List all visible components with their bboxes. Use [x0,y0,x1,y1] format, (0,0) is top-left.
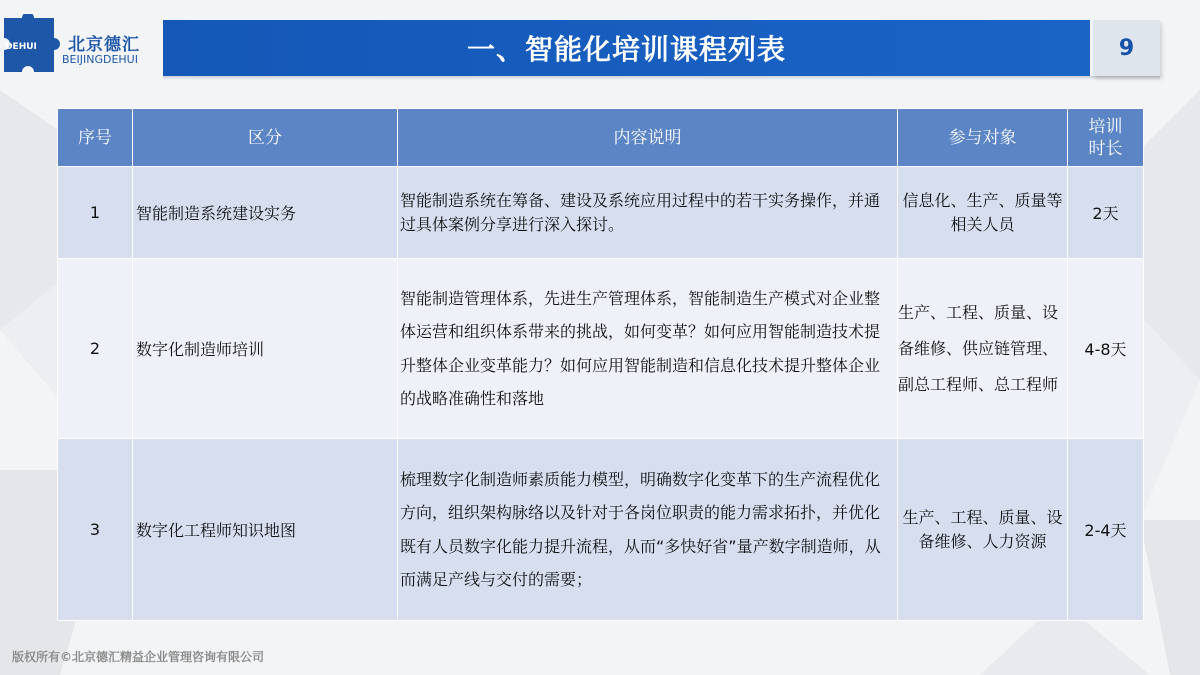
col-header-audience: 参与对象 [898,109,1068,167]
row-description: 智能制造管理体系，先进生产管理体系，智能制造生产模式对企业整体运营和组织体系带来的挑战，如何变革？如何应用智能制造技术提升整体企业变革能力？如何应用智能制造和信息化技术提升整体企业的战略准确性和落地 [398,259,898,439]
row-audience: 生产、工程、质量、设备维修、供应链管理、副总工程师、总工程师 [898,259,1068,439]
row-duration: 2-4天 [1068,439,1144,621]
row-category: 数字化制造师培训 [133,259,398,439]
row-description: 智能制造系统在筹备、建设及系统应用过程中的若干实务操作，并通过具体案例分享进行深入探讨。 [398,167,898,259]
table-row [58,167,1144,259]
page-number-box [1093,20,1160,76]
title-banner [163,20,1090,76]
row-index: 2 [58,259,133,439]
row-duration: 4-8天 [1068,259,1144,439]
duration-header-line1: 培训 [1088,116,1123,137]
brand-name-en: BEIJINGDEHUI [62,53,138,66]
col-header-category: 区分 [133,109,398,167]
row-category: 智能制造系统建设实务 [133,167,398,259]
table-header-row [58,109,1144,167]
row-description: 梳理数字化制造师素质能力模型，明确数字化变革下的生产流程优化方向，组织架构脉络以及针对于各岗位职责的能力需求拓扑，并优化既有人员数字化能力提升流程，从而“多快好省”量产数字制造师，从而满足产线与交付的需要； [398,439,898,621]
logo-mark: ÐEHUI [5,42,37,52]
course-table [57,108,1144,621]
row-index: 3 [58,439,133,621]
row-index: 1 [58,167,133,259]
title-shadow [163,76,1160,80]
col-header-description: 内容说明 [398,109,898,167]
row-audience: 信息化、生产、质量等相关人员 [898,167,1068,259]
row-duration: 2天 [1068,167,1144,259]
duration-header-line2: 时长 [1088,138,1123,159]
col-header-index: 序号 [58,109,133,167]
table-row [58,439,1144,621]
copyright-footer: 版权所有©北京德汇精益企业管理咨询有限公司 [12,650,265,664]
page-number: 9 [1118,35,1135,61]
row-category: 数字化工程师知识地图 [133,439,398,621]
row-audience: 生产、工程、质量、设备维修、人力资源 [898,439,1068,621]
col-header-duration [1068,109,1144,167]
page-title: 一、智能化培训课程列表 [466,33,786,66]
puzzle-logo-icon [0,14,60,76]
brand-name-cn: 北京德汇 [68,35,140,55]
table-row [58,259,1144,439]
